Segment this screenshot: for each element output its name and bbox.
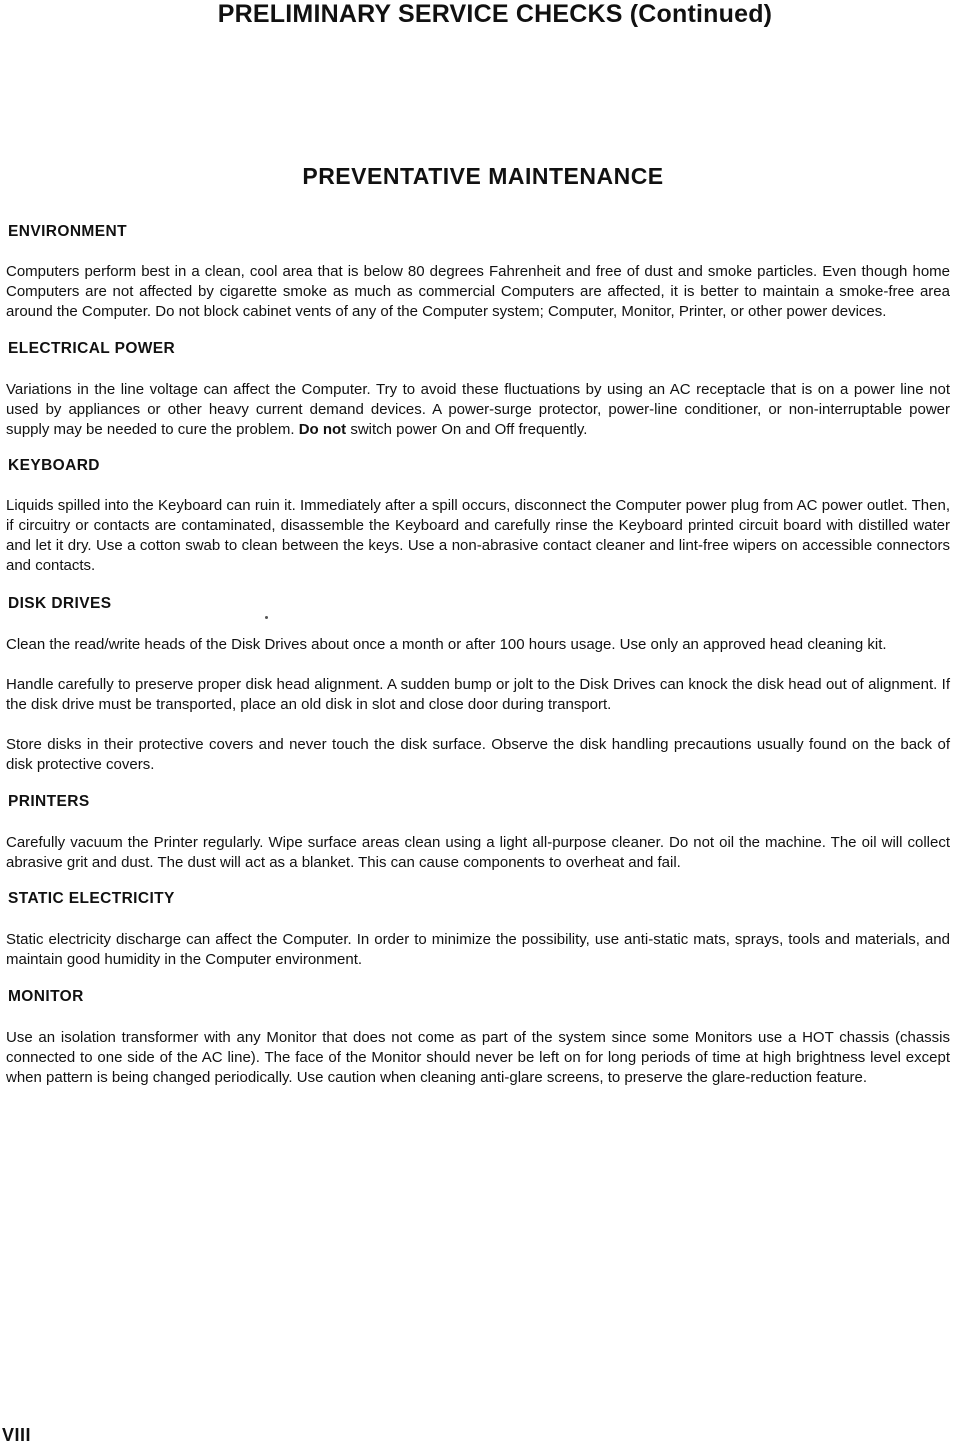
- document-body: [0, 212, 950, 1088]
- paragraph: Carefully vacuum the Printer regularly. Wipe surface areas clean using a light all-purpose cleaner. Do not oil the machine. The oil will collect abrasive grit and dust. The dust will act as a blanket. This can cause components to overheat and fail.: [6, 834, 950, 871]
- section-heading: KEYBOARD: [8, 457, 100, 474]
- section-heading: PRINTERS: [8, 793, 90, 810]
- section-heading: MONITOR: [8, 988, 84, 1005]
- page-title: PRELIMINARY SERVICE CHECKS (Continued): [217, 0, 773, 28]
- paragraph-text: Variations in the line voltage can affect the Computer. Try to avoid these fluctuations by using an AC receptacle that is on a power line not used by appliances or other heavy current demand devices. A power-surge protector, power-line conditioner, or non-interruptable power supply may be needed to cure the problem.: [6, 381, 950, 438]
- section-heading: ENVIRONMENT: [8, 223, 127, 240]
- page-number: VIII: [2, 1425, 32, 1445]
- section-electrical-power: [0, 339, 950, 440]
- section-disk-drives: [0, 594, 950, 775]
- paragraph: Liquids spilled into the Keyboard can ruin it. Immediately after a spill occurs, disconnect the Computer power plug from AC power outlet. Then, if circuitry or contacts are contaminated, disassemble the Keyboard and carefully rinse the Keyboard printed circuit board with distilled water and let it dry. Use a cotton swab to clean between the keys. Use a non-abrasive contact cleaner and lint-free wipers on accessible connectors and contacts.: [6, 497, 950, 574]
- paragraph: [0, 380, 950, 440]
- paragraph-text-tail: switch power On and Off frequently.: [350, 421, 588, 438]
- paragraph: Handle carefully to preserve proper disk head alignment. A sudden bump or jolt to the Disk Drives can knock the disk head out of alignment. If the disk drive must be transported, place an old disk in slot and close door during transport.: [6, 676, 950, 713]
- section-heading: ELECTRICAL POWER: [8, 340, 176, 357]
- section-title: PREVENTATIVE MAINTENANCE: [302, 163, 664, 189]
- section-keyboard: [0, 456, 950, 576]
- section-static-electricity: [0, 889, 950, 970]
- print-speck: [265, 616, 268, 619]
- emphasis-text: Do not: [298, 421, 347, 438]
- section-heading: DISK DRIVES: [8, 595, 112, 612]
- section-environment: [0, 222, 950, 322]
- paragraph: Static electricity discharge can affect the Computer. In order to minimize the possibility, use anti-static mats, sprays, tools and materials, and maintain good humidity in the Computer environment.: [6, 931, 950, 968]
- paragraph: Use an isolation transformer with any Monitor that does not come as part of the system since some Monitors use a HOT chassis (chassis connected to one side of the AC line). The face of the Monitor should never be left on for long periods of time at high brightness level except when pattern is being changed periodically. Use caution when cleaning anti-glare screens, to preserve the glare-reduction feature.: [6, 1029, 950, 1086]
- paragraph: Clean the read/write heads of the Disk Drives about once a month or after 100 hours usage. Use only an approved head cleaning kit.: [6, 636, 887, 653]
- paragraph: Computers perform best in a clean, cool area that is below 80 degrees Fahrenheit and free of dust and smoke particles. Even though home Computers are not affected by cigarette smoke as much as commercial Computers are affected, it is better to maintain a smoke-free area around the Computer. Do not block cabinet vents of any of the Computer system; Computer, Monitor, Printer, or other power devices.: [6, 263, 950, 320]
- paragraph: Store disks in their protective covers and never touch the disk surface. Observe the disk handling precautions usually found on the back of disk protective covers.: [6, 736, 950, 773]
- section-monitor: [0, 987, 950, 1088]
- section-heading: STATIC ELECTRICITY: [8, 890, 175, 907]
- section-printers: [0, 792, 950, 873]
